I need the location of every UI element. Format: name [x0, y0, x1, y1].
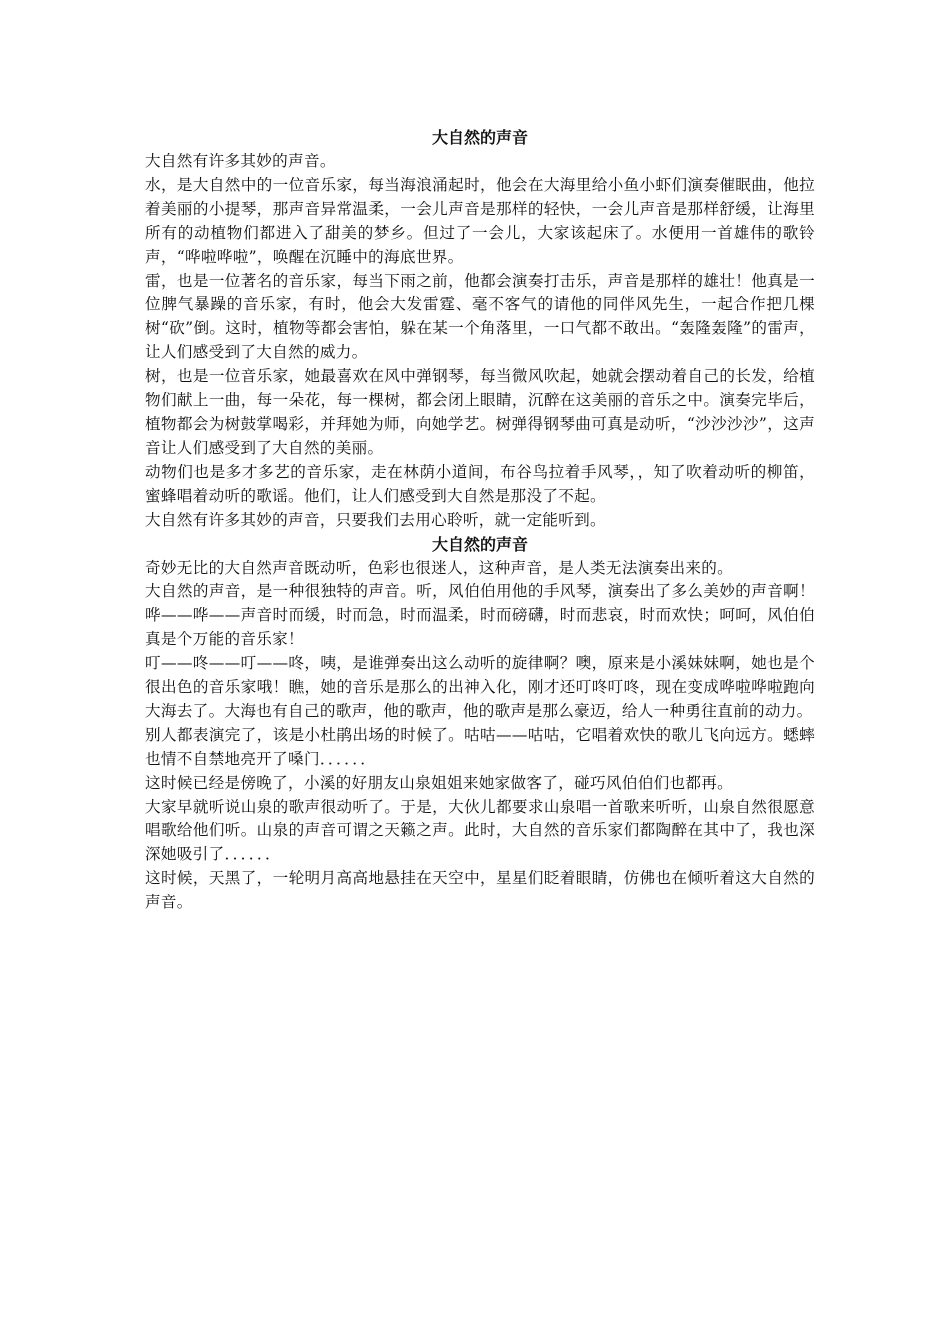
document-page: [145, 126, 815, 915]
essay-1-paragraph-6: 大自然有许多其妙的声音，只要我们去用心聆听，就一定能听到。: [145, 510, 606, 529]
essay-1-paragraph-3: 雷，也是一位著名的音乐家，每当下雨之前，他都会演奏打击乐，声音是那样的雄壮！他真是一位脾气暴躁的音乐家，有时，他会大发雷霆、毫不客气的请他的同伴风先生，一起合作把几棵树“砍”倒。这时，植物等都会害怕，躲在某一个角落里，一口气都不敢出。“轰隆轰隆”的雷声，让人们感受到了大自然的威力。: [145, 271, 815, 362]
essay-2-paragraph-7: 这时候，天黑了，一轮明月高高地悬挂在天空中，星星们眨着眼睛，仿佛也在倾听着这大自然的声音。: [145, 869, 815, 912]
essay-2-paragraph-2: 大自然的声音，是一种很独特的声音。听，风伯伯用他的手风琴，演奏出了多么美妙的声音啊！哗——哗——声音时而缓，时而急，时而温柔，时而磅礴，时而悲哀，时而欢快；呵呵，风伯伯真是个万能的音乐家！: [145, 582, 815, 649]
essay-2-paragraph-3: 叮——咚——叮——咚，咦，是谁弹奏出这么动听的旋律啊？噢，原来是小溪妹妹啊，她也是个很出色的音乐家哦！瞧，她的音乐是那么的出神入化，刚才还叮咚叮咚，现在变成哗啦哗啦跑向大海去了。大海也有自己的歌声，他的歌声，他的歌声是那么豪迈，给人一种勇往直前的动力。: [145, 654, 815, 720]
essay-1-paragraph-1: 大自然有许多其妙的声音。: [145, 152, 336, 170]
essay-1: [145, 126, 815, 533]
essay-1-paragraph-2: 水，是大自然中的一位音乐家，每当海浪涌起时，他会在大海里给小鱼小虾们演奏催眠曲，他拉着美丽的小提琴，那声音异常温柔，一会儿声音是那样的轻快，一会儿声音是那样舒缓，让海里所有的动植物们都进入了甜美的梦乡。但过了一会儿，大家该起床了。水便用一首雄伟的歌铃声，“哗啦哗啦”，唤醒在沉睡中的海底世界。: [145, 175, 815, 266]
essay-1-paragraph-5: 动物们也是多才多艺的音乐家，走在林荫小道间，布谷鸟拉着手风琴，，知了吹着动听的柳笛，蜜蜂唱着动听的歌谣。他们，让人们感受到大自然是那没了不起。: [145, 462, 815, 505]
essay-2-paragraph-4: 别人都表演完了，该是小杜鹃出场的时候了。咕咕——咕咕，它唱着欢快的歌儿飞向远方。蟋蟀也情不自禁地亮开了嗓门．．．．．．: [145, 725, 815, 768]
essay-1-paragraph-4: 树，也是一位音乐家，她最喜欢在风中弹钢琴，每当微风吹起，她就会摆动着自己的长发，给植物们献上一曲，每一朵花，每一棵树，都会闭上眼睛，沉醉在这美丽的音乐之中。演奏完毕后，植物都会为树鼓掌喝彩，并拜她为师，向她学艺。树弹得钢琴曲可真是动听，“沙沙沙沙”，这声音让人们感受到了大自然的美丽。: [145, 367, 815, 457]
essay-2-paragraph-5: 这时候已经是傍晚了，小溪的好朋友山泉姐姐来她家做客了，碰巧风伯伯们也都再。: [145, 773, 734, 792]
essay-2-title: 大自然的声音: [431, 534, 528, 554]
essay-2: [145, 533, 815, 916]
essay-1-title: 大自然的声音: [431, 128, 528, 147]
essay-2-paragraph-1: 奇妙无比的大自然声音既动听，色彩也很迷人，这种声音，是人类无法演奏出来的。: [145, 558, 734, 577]
essay-2-paragraph-6: 大家早就听说山泉的歌声很动听了。于是，大伙儿都要求山泉唱一首歌来听听，山泉自然很愿意唱歌给他们听。山泉的声音可谓之天籁之声。此时，大自然的音乐家们都陶醉在其中了，我也深深她吸引了．．．．．．: [145, 797, 815, 864]
